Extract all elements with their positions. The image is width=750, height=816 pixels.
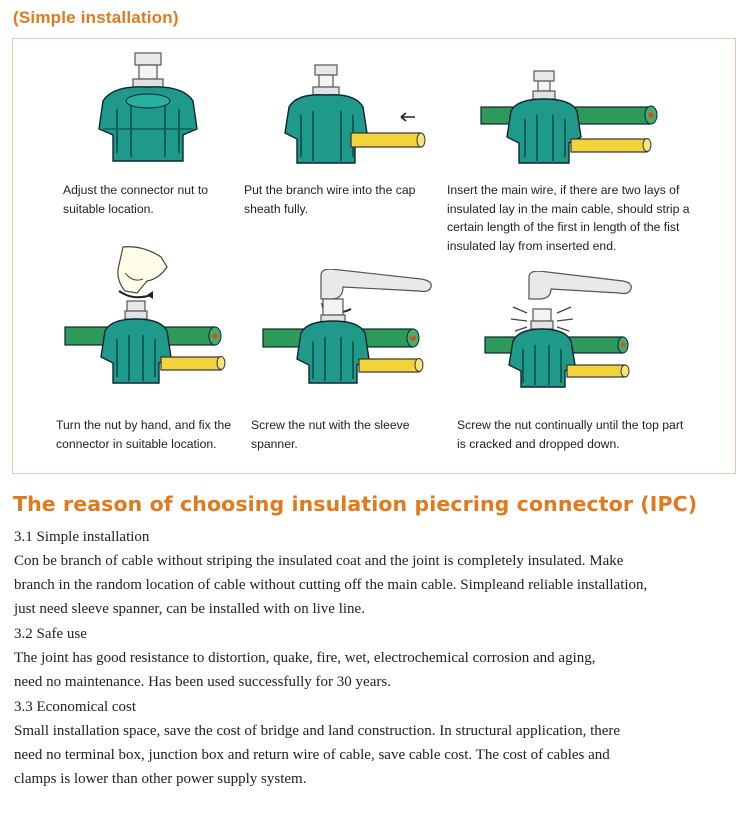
step-1-text <box>63 181 208 218</box>
step-text-line: insulated lay from inserted end. <box>447 238 617 253</box>
step-text-line: Screw the nut continually until the top part <box>457 418 684 432</box>
connector-branch-icon <box>283 61 433 176</box>
section-3-3-line: Small installation space, save the cost of bridge and land construction. In structural application, there <box>14 723 621 739</box>
step-2-text <box>244 181 415 218</box>
step-text-line: Insert the main wire, if there are two lays of <box>447 183 680 197</box>
step-text-line: sheath fully. <box>244 201 309 216</box>
connector-icon <box>73 49 223 174</box>
step-text-line: certain length of the first in length of the fist <box>447 220 680 234</box>
section-3-2-title: 3.2 Safe use <box>14 626 87 642</box>
hand-turning-nut-icon <box>63 245 233 405</box>
section-3-1-line: just need sleeve spanner, can be installed with on live line. <box>14 601 365 617</box>
step-text-line: connector in suitable location. <box>56 436 217 451</box>
step-text-line: suitable location. <box>63 201 154 216</box>
step-text-line: spanner. <box>251 436 298 451</box>
step-text-line: Turn the nut by hand, and fix the <box>56 418 232 432</box>
step-text-line: Screw the nut with the sleeve <box>251 418 410 432</box>
sleeve-spanner-icon <box>261 269 441 399</box>
section-3-1-line: Con be branch of cable without striping the insulated coat and the joint is completely insulated. Make <box>14 553 624 569</box>
section-3-2-line: need no maintenance. Has been used successfully for 30 years. <box>14 674 391 690</box>
step-text-line: Adjust the connector nut to <box>63 183 208 197</box>
step-3-text <box>447 181 690 255</box>
installation-steps-panel <box>12 38 736 474</box>
step-text-line: is cracked and dropped down. <box>457 436 620 451</box>
nut-cracked-icon <box>483 271 643 401</box>
reason-heading: The reason of choosing insulation piecring connector (IPC) <box>13 492 698 516</box>
section-3-3-title: 3.3 Economical cost <box>14 699 137 715</box>
section-3-1-line: branch in the random location of cable without cutting off the main cable. Simpleand reliable installation, <box>14 577 648 593</box>
section-3-3-line: clamps is lower than other power supply system. <box>14 771 307 787</box>
step-5-text <box>251 416 410 453</box>
step-6-text <box>457 416 683 453</box>
connector-main-cable-icon <box>479 67 679 182</box>
section-title: (Simple installation) <box>13 8 179 27</box>
section-3-3-line: need no terminal box, junction box and return wire of cable, save cable cost. The cost of cables and <box>14 747 610 763</box>
step-text-line: Put the branch wire into the cap <box>244 183 416 197</box>
section-3-2-line: The joint has good resistance to distortion, quake, fire, wet, electrochemical corrosion and aging, <box>14 650 596 666</box>
step-4-text <box>56 416 231 453</box>
step-text-line: insulated lay in the main cable, should strip a <box>447 201 690 216</box>
section-3-1-title: 3.1 Simple installation <box>14 529 150 545</box>
